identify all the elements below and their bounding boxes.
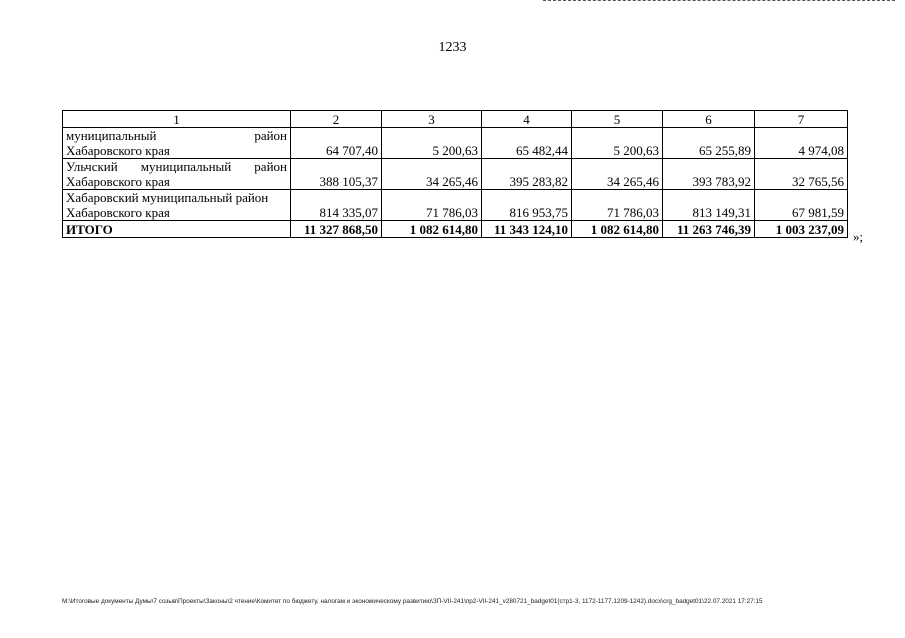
value-cell: 814 335,07 <box>291 190 382 221</box>
total-value-cell: 11 343 124,10 <box>482 221 572 238</box>
column-header: 3 <box>382 111 482 128</box>
table-row <box>63 159 848 190</box>
budget-table <box>62 110 848 238</box>
district-name-line2: Хабаровского края <box>66 205 170 220</box>
district-name-line1: Хабаровский муниципальный район <box>66 190 269 205</box>
closing-quote-mark: »; <box>853 229 864 244</box>
value-cell: 393 783,92 <box>663 159 755 190</box>
district-name-line1: муниципальный <box>66 128 157 143</box>
column-header: 4 <box>482 111 572 128</box>
total-value-cell: 1 003 237,09 <box>755 221 848 238</box>
district-name-line1: Ульчский муниципальный район <box>66 159 287 174</box>
value-cell: 34 265,46 <box>382 159 482 190</box>
value-cell: 395 283,82 <box>482 159 572 190</box>
column-header: 5 <box>572 111 663 128</box>
district-name-cell <box>63 190 291 221</box>
value-cell: 388 105,37 <box>291 159 382 190</box>
value-cell: 5 200,63 <box>572 128 663 159</box>
value-cell: 71 786,03 <box>572 190 663 221</box>
district-name-line2: Хабаровского края <box>66 174 170 189</box>
table-row <box>63 190 848 221</box>
value-cell: 67 981,59 <box>755 190 848 221</box>
total-value-cell: 1 082 614,80 <box>572 221 663 238</box>
total-row <box>63 221 848 238</box>
column-header: 2 <box>291 111 382 128</box>
column-header: 7 <box>755 111 848 128</box>
value-cell: 65 482,44 <box>482 128 572 159</box>
value-cell: 816 953,75 <box>482 190 572 221</box>
file-path-footer: М:\Итоговые документы Думы\7 созыв\Проекты\Законы\2 чтение\Комитет по бюджету, налогам и экономическому развитию\ЗП-VII-241\пр2-VII-241_v280721_badget01(стр1-3, 1172-1177,1209-1242).docx\сrg_badget01\22.07.2021 17:27:15 <box>62 598 763 605</box>
column-header: 6 <box>663 111 755 128</box>
page-number: 1233 <box>438 40 467 55</box>
district-name-cell <box>63 159 291 190</box>
value-cell: 32 765,56 <box>755 159 848 190</box>
table-row <box>63 128 848 159</box>
value-cell: 71 786,03 <box>382 190 482 221</box>
total-label: ИТОГО <box>63 221 291 238</box>
column-header: 1 <box>63 111 291 128</box>
value-cell: 4 974,08 <box>755 128 848 159</box>
total-value-cell: 11 327 868,50 <box>291 221 382 238</box>
district-name-cell <box>63 128 291 159</box>
value-cell: 65 255,89 <box>663 128 755 159</box>
total-value-cell: 1 082 614,80 <box>382 221 482 238</box>
district-name-line1-right: район <box>254 128 287 143</box>
district-name-line2: Хабаровского края <box>66 143 170 158</box>
table-header-row <box>63 111 848 128</box>
value-cell: 34 265,46 <box>572 159 663 190</box>
value-cell: 813 149,31 <box>663 190 755 221</box>
top-dashed-line <box>543 0 895 2</box>
total-value-cell: 11 263 746,39 <box>663 221 755 238</box>
value-cell: 64 707,40 <box>291 128 382 159</box>
value-cell: 5 200,63 <box>382 128 482 159</box>
